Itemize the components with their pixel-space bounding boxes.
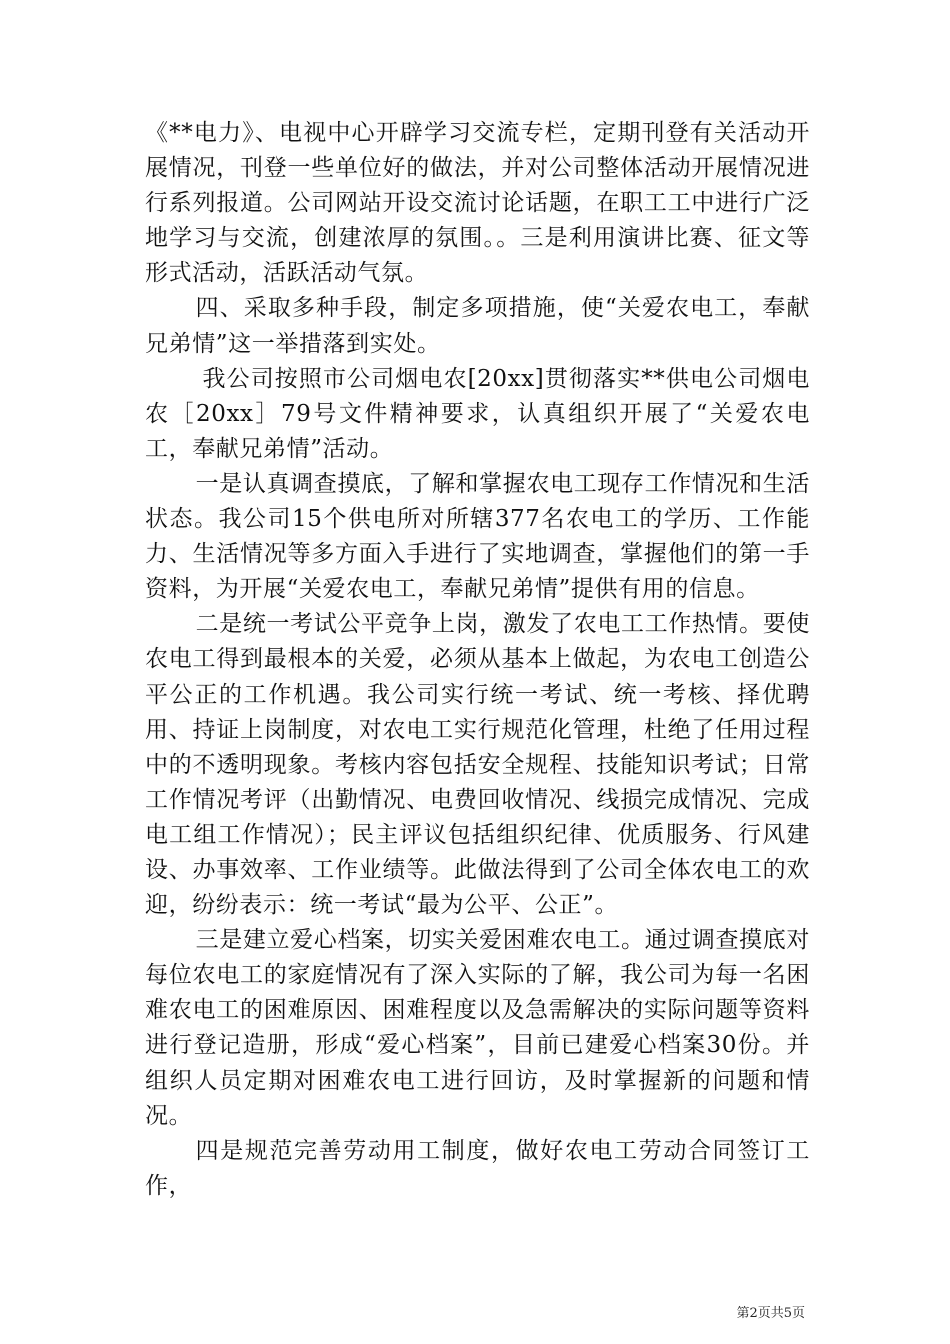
page-number: 第2页共5页 <box>736 1306 805 1321</box>
paragraph-1: 《**电力》、电视中心开辟学习交流专栏，定期刊登有关活动开展情况，刊登一些单位好的做法，并对公司整体活动开展情况进行系列报道。公司网站开设交流讨论话题，在职工工中进行广泛地学习与交流，创建浓厚的氛围。。三是利用演讲比赛、征文等形式活动，活跃活动气氛。 <box>145 120 810 287</box>
paragraph-7: 四是规范完善劳动用工制度，做好农电工劳动合同签订工作， <box>145 1137 810 1199</box>
paragraph-2: 四、采取多种手段，制定多项措施，使“关爱农电工，奉献兄弟情”这一举措落到实处。 <box>145 295 810 357</box>
document-body <box>145 116 810 1204</box>
paragraph-3: 我公司按照市公司烟电农[20xx]贯彻落实**供电公司烟电农［20xx］79号文件精神要求，认真组织开展了“关爱农电工，奉献兄弟情”活动。 <box>145 365 810 462</box>
paragraph-4: 一是认真调查摸底，了解和掌握农电工现存工作情况和生活状态。我公司15个供电所对所辖377名农电工的学历、工作能力、生活情况等多方面入手进行了实地调查，掌握他们的第一手资料，为开展“关爱农电工，奉献兄弟情”提供有用的信息。 <box>145 470 810 603</box>
paragraph-6: 三是建立爱心档案，切实关爱困难农电工。通过调查摸底对每位农电工的家庭情况有了深入实际的了解，我公司为每一名困难农电工的困难原因、困难程度以及急需解决的实际问题等资料进行登记造册，形成“爱心档案”，目前已建爱心档案30份。并组织人员定期对困难农电工进行回访，及时掌握新的问题和情况。 <box>145 927 810 1129</box>
paragraph-5: 二是统一考试公平竞争上岗，激发了农电工工作热情。要使农电工得到最根本的关爱，必须从基本上做起，为农电工创造公平公正的工作机遇。我公司实行统一考试、统一考核、择优聘用、持证上岗制度，对农电工实行规范化管理，杜绝了任用过程中的不透明现象。考核内容包括安全规程、技能知识考试；日常工作情况考评（出勤情况、电费回收情况、线损完成情况、完成电工组工作情况）；民主评议包括组织纪律、优质服务、行风建设、办事效率、工作业绩等。此做法得到了公司全体农电工的欢迎，纷纷表示：统一考试“最为公平、公正”。 <box>145 611 810 919</box>
